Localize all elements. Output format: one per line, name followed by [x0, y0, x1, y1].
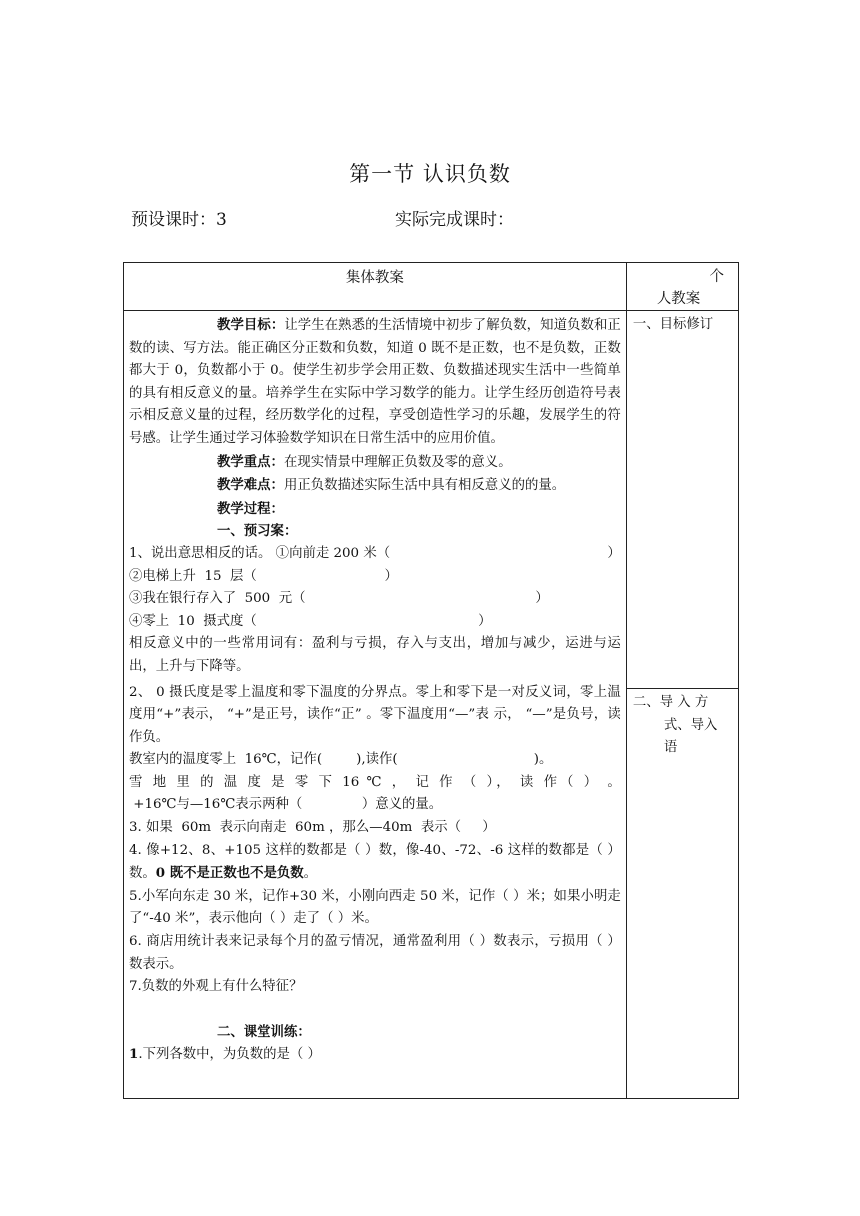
- question-2b: 教室内的温度零上 16℃，记作( ),读作( )。: [129, 752, 553, 768]
- header-personal-char: 个: [709, 269, 724, 285]
- question-2c: 雪 地 里 的 温 度 是 零 下 16 ℃ ， 记 作 （ ）， 读 作（ ） 。: [129, 774, 621, 790]
- difficulty-text: 用正负数描述实际生活中具有相反意义的的量。: [283, 478, 566, 494]
- blank-line: [129, 999, 621, 1021]
- question-4-text: 4. 像+12、8、+105 这样的数都是（ ）数，像-40、-72、-6 这样的数都是（ ）数。: [129, 842, 621, 882]
- side-intro-line1: 二、导 入 方: [632, 695, 709, 710]
- training-question-1: [129, 1043, 621, 1067]
- question-1e: 相反意义中的一些常用词有：盈利与亏损，存入与支出，增加与减少，运进与运出，上升与下降等。: [129, 636, 621, 674]
- process-label: 教学过程：: [217, 500, 284, 517]
- page-title: 第一节 认识负数: [349, 162, 511, 186]
- question-3: 3. 如果 60m 表示向南走 60m ，那么—40m 表示（ ）: [129, 820, 496, 836]
- header-collective-plan: 集体教案: [124, 263, 627, 311]
- teaching-goal: [129, 314, 621, 451]
- question-1d: ④零上 10 摄式度（ ）: [129, 613, 492, 629]
- question-5: 5.小军向东走 30 米，记作+30 米，小刚向西走 50 米，记作（ ）米；如果小明走了“-40 米”，表示他向（ ）走了（ ）米。: [129, 888, 621, 927]
- question-2: 2、 0 摄氏度是零上温度和零下温度的分界点。零上和零下是一对反义词，零上温度用“+”表示， “+”是正号，读作“正” 。零下温度用“—”表 示， “—”是负号，读作负。: [129, 684, 621, 745]
- key-label: 教学重点：: [217, 453, 284, 470]
- question-1c: ③我在银行存入了 500 元（ ）: [129, 591, 549, 607]
- question-4-end: 。: [303, 866, 318, 882]
- key-text: 在现实情景中理解正负数及零的意义。: [283, 454, 512, 470]
- preset-hours: 预设课时：3: [131, 210, 227, 230]
- side-intro-method: [626, 689, 738, 1099]
- question-7: 7.负数的外观上有什么特征？: [129, 979, 303, 995]
- question-4-bold: 0 既不是正数也不是负数: [155, 865, 304, 882]
- question-2d: +16℃与—16℃表示两种（ ）意义的量。: [129, 797, 443, 813]
- question-4: [129, 840, 621, 886]
- side-intro-line2: 式、导入: [663, 717, 718, 733]
- goal-text: 让学生在熟悉的生活情境中初步了解负数，知道负数和正数的读、写方法。能正确区分正数和负数，知道 0 既不是正数，也不是负数，正数都大于 0，负数都小于 0。使学生初步学会用正数、负数描述现实生活中一些简单的具有相反意义的量。培养学生在实际中学习数学的能力。让学生经历创造符号表示相反意义量的过程，经历数学化的过程，享受创造性学习的乐趣，发展学生的符号感。让学生通过学习体验数学知识在日常生活中的应用价值。: [129, 318, 621, 446]
- header-personal-rest: 人教案: [656, 291, 701, 307]
- training-question-1-num: 1: [129, 1046, 139, 1063]
- question-1b: ②电梯上升 15 层（ ）: [129, 568, 398, 584]
- header-personal-plan: [626, 263, 738, 311]
- question-1a-text: 1、说出意思相反的话。 ①向前走 200 米（: [129, 545, 391, 561]
- main-content-cell: [124, 311, 627, 1099]
- section-training: 二、课堂训练：: [217, 1023, 311, 1040]
- side-intro-line3: 语: [663, 740, 678, 756]
- question-1a: [129, 543, 621, 566]
- lesson-plan-table: [123, 262, 739, 1099]
- section-preview: 一、预习案：: [217, 523, 298, 540]
- difficulty-label: 教学难点：: [217, 477, 284, 494]
- teaching-key: [129, 451, 621, 475]
- side-goal-revision: 一、目标修订: [626, 311, 738, 689]
- goal-label: 教学目标：: [217, 317, 285, 333]
- question-1a-end: ）: [607, 545, 621, 561]
- training-question-1-text: .下列各数中，为负数的是（ ）: [138, 1047, 321, 1063]
- actual-hours: 实际完成课时：: [395, 210, 514, 230]
- teaching-difficulty: [129, 474, 621, 498]
- question-6: 6. 商店用统计表来记录每个月的盈亏情况，通常盈利用（ ）数表示，亏损用（ ）数表示。: [129, 934, 621, 972]
